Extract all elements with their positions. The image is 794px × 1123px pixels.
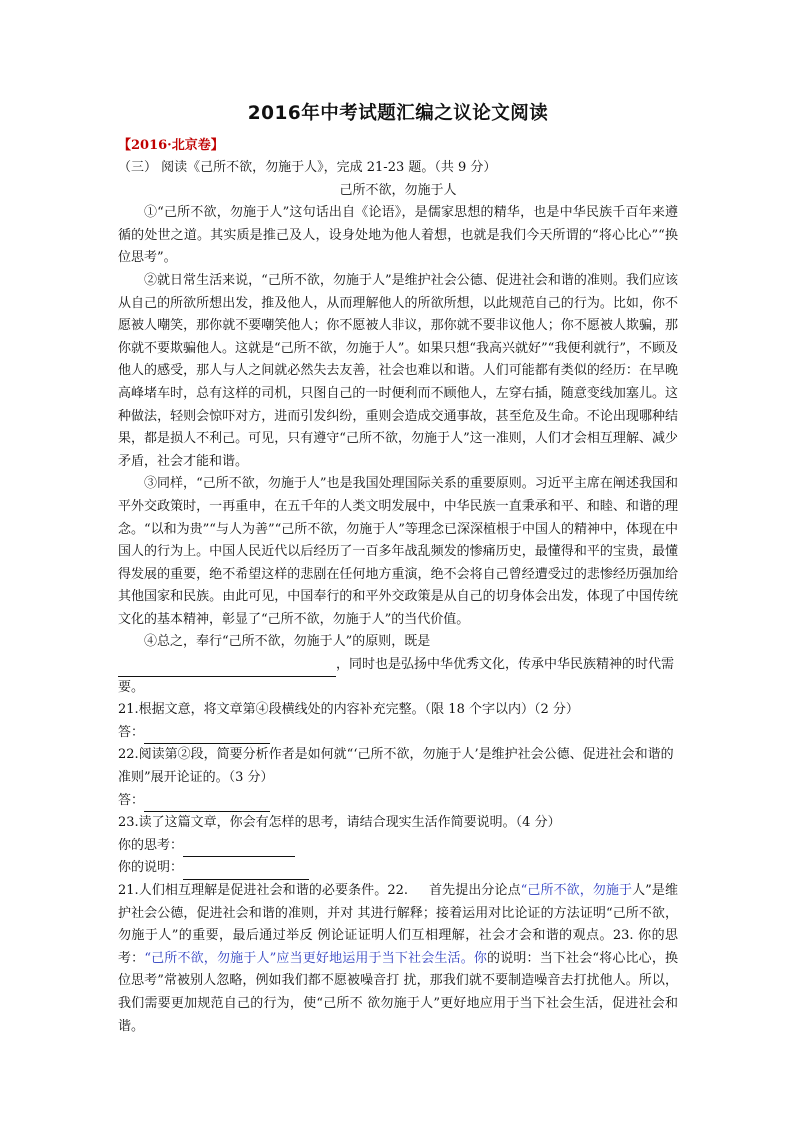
question-22: 22.阅读第②段，简要分析作者是如何就“‘己所不欲，勿施于人’是维护社会公德、促进社会和谐的准则”展开论证的。（3 分） [118, 747, 674, 786]
explain-label: 你的说明： [118, 860, 184, 876]
explain-blank[interactable] [183, 863, 309, 880]
answer-23-number: 23. [612, 928, 634, 944]
document-page [118, 100, 678, 1038]
paragraph-4-continuation [118, 654, 678, 699]
explain-row [118, 857, 678, 880]
page-title: 2016年中考试题汇编之议论文阅读 [247, 103, 549, 124]
paragraph-4-tail: ，同时也是弘扬中华优秀文化，传承中华民族精神的时代需要。 [118, 657, 675, 695]
think-blank[interactable] [183, 840, 295, 857]
answer-22-body: 人”是维护社会公德，促进社会和谐的准则，并对 其进行解释；接着运用对比论证的方法证明“己所不欲，勿施于人”的重要，最后通过举反 例论证证明人们互相理解，社会才会和谐的观点。 [118, 883, 678, 944]
answer-22-lead: 首先提出分论点 [429, 883, 521, 898]
answer-23-think-label: 你的思考： [118, 928, 678, 966]
answer-23-think: “己所不欲，勿施于人”应当更好地运用于当下社会生活。你 [144, 950, 488, 966]
answer-22-quote: “己所不欲，勿施于 [520, 883, 633, 898]
question-21: 21.根据文意，将文章第④段横线处的内容补充完整。（限 18 个字以内）（2 分） [118, 702, 579, 718]
paragraph-4: ④总之，奉行“己所不欲，勿施于人”的原则，既是 [144, 634, 431, 650]
answer-22-number: 22. [387, 883, 409, 898]
answer-21-row [118, 722, 678, 745]
answer-label: 答： [118, 724, 145, 740]
instruction: （三） 阅读《己所不欲，勿施于人》，完成 21-23 题。（共 9 分） [118, 160, 497, 175]
answer-label: 答： [118, 792, 145, 808]
fill-blank-line[interactable] [118, 660, 336, 677]
paragraph-1: ①“己所不欲，勿施于人”这句话出自《论语》，是儒家思想的精华，也是中华民族千百年来遵循的处世之道。其实质是推己及人，设身处地为他人着想，也就是我们今天所谓的“将心比心”“换位思考”。 [118, 205, 678, 266]
answer-23-body: 的说明：当下社会“将心比心，换位思考”常被别人忽略，例如我们都不愿被噪音打 扰，那我们就不要制造噪音去打扰他人。所以，我们需要更加规范自己的行为，使“己所不 欲勿施于人”更好地应用于当下社会生活，促进社会和谐。 [118, 950, 678, 1034]
question-23: 23.读了这篇文章，你会有怎样的思考，请结合现实生活作简要说明。（4 分） [118, 815, 561, 831]
answer-22-blank[interactable] [144, 795, 270, 812]
answer-key [118, 880, 678, 1038]
think-label: 你的思考： [118, 837, 184, 853]
answer-21-blank[interactable] [144, 727, 270, 744]
answer-21: 21.人们相互理解是促进社会和谐的必要条件。 [118, 883, 388, 898]
paragraph-2: ②就日常生活来说，“己所不欲，勿施于人”是维护社会公德、促进社会和谐的准则。我们应该从自己的所欲所想出发，推及他人，从而理解他人的所欲所想，以此规范自己的行为。比如，你不愿被人嘲笑，那你就不要嘲笑他人；你不愿被人非议，那你就不要非议他人；你不愿被人欺骗，那你就不要欺骗他人。这就是“己所不欲，勿施于人”。如果只想“我高兴就好”“我便利就行”，不顾及他人的感受，那人与人之间就必然失去友善，社会也难以和谐。人们可能都有类似的经历：在早晚高峰堵车时，总有这样的司机，只图自己的一时便利而不顾他人，左穿右插，随意变线加塞儿。这种做法，轻则会惊吓对方，进而引发纠纷，重则会造成交通事故，甚至危及生命。不论出现哪种结果，都是损人不利己。可见，只有遵守“己所不欲，勿施于人”这一准则，人们才会相互理解、减少矛盾，社会才能和谐。 [118, 272, 678, 469]
source-label: 【2016·北京卷】 [118, 138, 224, 153]
answer-22-row [118, 790, 678, 813]
article-title: 己所不欲，勿施于人 [339, 182, 457, 198]
think-row [118, 835, 678, 858]
paragraph-3: ③同样，“己所不欲，勿施于人”也是我国处理国际关系的重要原则。习近平主席在阐述我国和平外交政策时，一再重申，在五千年的人类文明发展中，中华民族一直秉承和平、和睦、和谐的理念。“以和为贵”“与人为善”“己所不欲，勿施于人”等理念已深深植根于中国人的精神中，体现在中国人的行为上。中国人民近代以后经历了一百多年战乱频发的惨痛历史，最懂得和平的宝贵，最懂得发展的重要，绝不希望这样的悲剧在任何地方重演，绝不会将自己曾经遭受过的悲惨经历强加给其他国家和民族。由此可见，中国奉行的和平外交政策是从自己的切身体会出发，体现了中国传统文化的基本精神，彰显了“己所不欲，勿施于人”的当代价值。 [118, 476, 678, 627]
